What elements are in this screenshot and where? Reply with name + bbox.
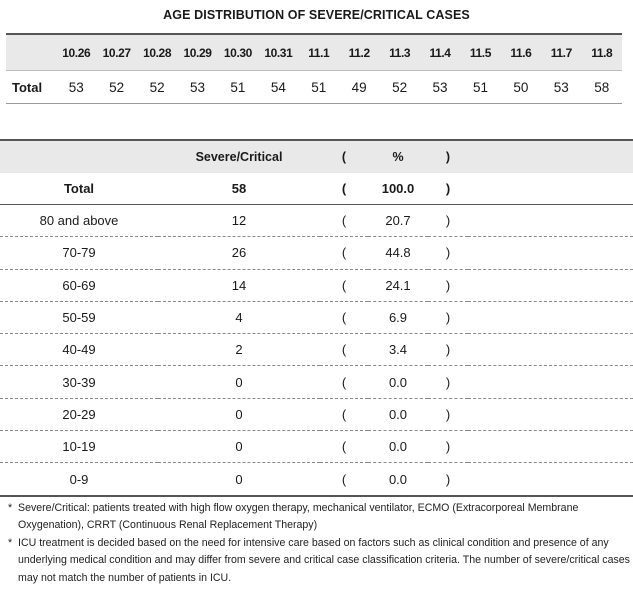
total-row bbox=[0, 173, 633, 205]
date-header: 11.6 bbox=[501, 34, 541, 71]
daily-total-cell: 51 bbox=[299, 71, 339, 104]
age-group-cases: 0 bbox=[158, 366, 320, 398]
daily-total-cell: 53 bbox=[177, 71, 217, 104]
age-group-label: 70-79 bbox=[0, 237, 158, 269]
daily-total-cell: 53 bbox=[420, 71, 460, 104]
date-header: 10.31 bbox=[258, 34, 298, 71]
age-group-label: 80 and above bbox=[0, 205, 158, 237]
daily-total-cell: 49 bbox=[339, 71, 379, 104]
age-group-row bbox=[0, 237, 633, 269]
header-spacer bbox=[468, 140, 633, 173]
age-group-row bbox=[0, 334, 633, 366]
age-group-percent: 0.0 bbox=[368, 398, 428, 430]
severe-critical-header: Severe/Critical bbox=[158, 140, 320, 173]
paren-open: ( bbox=[320, 334, 368, 366]
row-spacer bbox=[468, 463, 633, 496]
row-spacer bbox=[468, 237, 633, 269]
daily-totals-row bbox=[6, 71, 622, 104]
daily-total-cell: 52 bbox=[137, 71, 177, 104]
row-spacer bbox=[468, 398, 633, 430]
row-spacer bbox=[468, 334, 633, 366]
age-group-row bbox=[0, 269, 633, 301]
paren-open: ( bbox=[320, 301, 368, 333]
daily-total-cell: 51 bbox=[218, 71, 258, 104]
daily-total-cell: 50 bbox=[501, 71, 541, 104]
percent-header: % bbox=[368, 140, 428, 173]
daily-totals-header-row bbox=[6, 34, 622, 71]
date-header: 10.28 bbox=[137, 34, 177, 71]
age-distribution-table bbox=[0, 139, 633, 497]
paren-open: ( bbox=[320, 205, 368, 237]
paren-close: ) bbox=[428, 205, 468, 237]
paren-close: ) bbox=[428, 431, 468, 463]
date-header: 10.26 bbox=[56, 34, 96, 71]
footnote-text: ICU treatment is decided based on the need for intensive care based on factors such as clinical condition and presence of any underlying medical condition and may differ from severe and critical case classification criteria. The number of severe/critical cases may not match the number of patients in ICU. bbox=[18, 536, 630, 584]
age-group-label: 40-49 bbox=[0, 334, 158, 366]
date-header: 11.4 bbox=[420, 34, 460, 71]
paren-open: ( bbox=[320, 463, 368, 496]
age-group-percent: 0.0 bbox=[368, 431, 428, 463]
age-group-row bbox=[0, 463, 633, 496]
paren-open: ( bbox=[320, 269, 368, 301]
age-group-row bbox=[0, 301, 633, 333]
paren-close: ) bbox=[428, 301, 468, 333]
age-header-blank bbox=[0, 140, 158, 173]
age-table-header-row bbox=[0, 140, 633, 173]
age-group-percent: 0.0 bbox=[368, 463, 428, 496]
row-label: Total bbox=[6, 71, 56, 104]
age-group-cases: 26 bbox=[158, 237, 320, 269]
age-group-cases: 14 bbox=[158, 269, 320, 301]
age-group-cases: 0 bbox=[158, 398, 320, 430]
age-group-cases: 12 bbox=[158, 205, 320, 237]
age-group-label: 0-9 bbox=[0, 463, 158, 496]
date-header: 11.3 bbox=[379, 34, 419, 71]
row-spacer bbox=[468, 301, 633, 333]
paren-open: ( bbox=[320, 237, 368, 269]
paren-close: ) bbox=[428, 398, 468, 430]
age-group-row bbox=[0, 398, 633, 430]
date-header: 11.8 bbox=[582, 34, 622, 71]
paren-open: ( bbox=[320, 431, 368, 463]
row-spacer bbox=[468, 173, 633, 205]
age-group-row bbox=[0, 366, 633, 398]
age-group-percent: 44.8 bbox=[368, 237, 428, 269]
daily-total-cell: 58 bbox=[582, 71, 622, 104]
age-group-cases: 0 bbox=[158, 431, 320, 463]
daily-total-cell: 52 bbox=[379, 71, 419, 104]
footnotes bbox=[8, 500, 630, 587]
corner-cell bbox=[6, 34, 56, 71]
total-percent: 100.0 bbox=[368, 173, 428, 205]
age-group-percent: 3.4 bbox=[368, 334, 428, 366]
footnote-marker: * bbox=[8, 536, 13, 549]
age-group-label: 20-29 bbox=[0, 398, 158, 430]
row-spacer bbox=[468, 431, 633, 463]
daily-total-cell: 51 bbox=[460, 71, 500, 104]
row-spacer bbox=[468, 269, 633, 301]
age-group-percent: 20.7 bbox=[368, 205, 428, 237]
paren-close: ) bbox=[428, 463, 468, 496]
date-header: 10.29 bbox=[177, 34, 217, 71]
age-group-label: 10-19 bbox=[0, 431, 158, 463]
date-header: 11.2 bbox=[339, 34, 379, 71]
total-cases: 58 bbox=[158, 173, 320, 205]
daily-total-cell: 52 bbox=[96, 71, 136, 104]
date-header: 10.30 bbox=[218, 34, 258, 71]
date-header: 11.5 bbox=[460, 34, 500, 71]
footnote-marker: * bbox=[8, 502, 13, 514]
footnote bbox=[8, 500, 630, 535]
age-group-label: 50-59 bbox=[0, 301, 158, 333]
age-group-cases: 2 bbox=[158, 334, 320, 366]
row-spacer bbox=[468, 205, 633, 237]
age-group-percent: 6.9 bbox=[368, 301, 428, 333]
page-title: AGE DISTRIBUTION OF SEVERE/CRITICAL CASES bbox=[163, 8, 470, 22]
daily-total-cell: 54 bbox=[258, 71, 298, 104]
date-header: 10.27 bbox=[96, 34, 136, 71]
daily-total-cell: 53 bbox=[56, 71, 96, 104]
age-group-row bbox=[0, 205, 633, 237]
paren-close: ) bbox=[428, 269, 468, 301]
age-group-percent: 0.0 bbox=[368, 366, 428, 398]
age-group-row bbox=[0, 431, 633, 463]
paren-close: ) bbox=[428, 334, 468, 366]
paren-close: ) bbox=[428, 366, 468, 398]
paren-close: ) bbox=[428, 237, 468, 269]
row-spacer bbox=[468, 366, 633, 398]
paren-open: ( bbox=[320, 398, 368, 430]
date-header: 11.7 bbox=[541, 34, 581, 71]
paren-open-header: ( bbox=[320, 140, 368, 173]
paren-close-header: ) bbox=[428, 140, 468, 173]
age-group-cases: 0 bbox=[158, 463, 320, 496]
daily-total-cell: 53 bbox=[541, 71, 581, 104]
date-header: 11.1 bbox=[299, 34, 339, 71]
age-group-label: 30-39 bbox=[0, 366, 158, 398]
age-group-percent: 24.1 bbox=[368, 269, 428, 301]
age-group-cases: 4 bbox=[158, 301, 320, 333]
paren-open: ( bbox=[320, 366, 368, 398]
age-group-label: 60-69 bbox=[0, 269, 158, 301]
daily-totals-table bbox=[6, 33, 622, 104]
footnote bbox=[8, 535, 630, 587]
footnote-text: Severe/Critical: patients treated with high flow oxygen therapy, mechanical ventilator, ECMO (Extracorporeal Membrane Oxygenation), CRRT (Continuous Renal Replacement Therapy) bbox=[18, 502, 579, 532]
total-label: Total bbox=[0, 173, 158, 205]
paren-open: ( bbox=[320, 173, 368, 205]
paren-close: ) bbox=[428, 173, 468, 205]
